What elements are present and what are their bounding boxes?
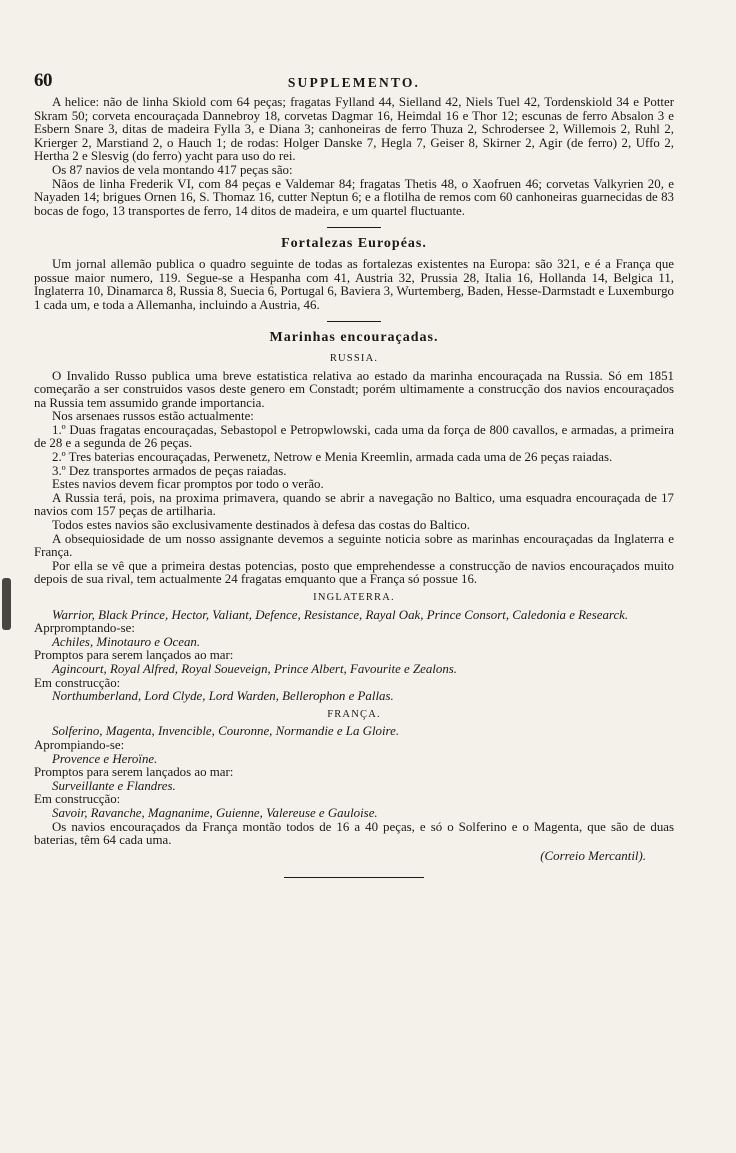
russia-list-item-1: 1.º Duas fragatas encouraçadas, Sebastopol e Petropwlowski, cada uma da força de 800 cavallos, e armadas, a primeira de 28 e a segunda de 26 peças. (34, 422, 674, 451)
franca-fitting-label: Aprompiando-se: (34, 737, 125, 752)
page-number: 60 (34, 70, 52, 91)
page-edge-blot (2, 578, 11, 630)
running-title: SUPPLEMENTO. (287, 75, 421, 90)
russia-list-item-3: 3.º Dez transportes armados de peças raiadas. (52, 463, 287, 478)
inglaterra-ships-afloat: Warrior, Black Prince, Hector, Valiant, Defence, Resistance, Rayal Oak, Prince Consort, Caledonia e Researck. (52, 607, 629, 622)
franca-ships-afloat: Solferino, Magenta, Invencible, Couronne, Normandie e La Gloire. (52, 724, 400, 739)
country-heading-russia: RUSSIA. (329, 352, 379, 364)
marinhas-title: Marinhas encouraçadas. (34, 321, 674, 345)
source-signature: (Correio Mercantil). (540, 848, 646, 863)
russia-ready-line: Estes navios devem ficar promptos por todo o verão. (52, 477, 324, 492)
franca-building-ships: Savoir, Ravanche, Magnanime, Guienne, Valereuse e Gauloise. (52, 805, 378, 820)
inglaterra-launch-ships: Agincourt, Royal Alfred, Royal Soueveign, Prince Albert, Favourite e Zealons. (52, 661, 458, 676)
denmark-steam-fleet-paragraph: A helice: não de linha Skiold com 64 peças; fragatas Fylland 44, Sielland 42, Niels Tuel 42, Tordenskiold 34 e Potter Skram 50; corveta encouraçada Dannebroy 18, corvetas Dagmar 16, Heimdal 16 e Thor 12; escunas de ferro Absalon 3 e Esbern Snare 3, ditas de madeira Fylla 3, e Diana 3; canhoneiras de ferro Thuza 2, Schrodersee 2, Willemois 2, Ruhl 2, Krierger 2, Marstiand 2, o Hauch 1; de rodas: Holger Danske 7, Hegla 7, Geiser 8, Skirner 2, Agir (de ferro) 2, Uffo 2, Hertha 2 e Slesvig (do ferro) yacht para uso do rei. (34, 95, 674, 164)
fortalezas-title: Fortalezas Européas. (34, 227, 674, 251)
denmark-sail-fleet-intro: Os 87 navios de vela montando 417 peças são: (52, 162, 293, 177)
russia-defense-line: Todos estes navios são exclusivamente destinados à defesa das costas do Baltico. (52, 518, 470, 533)
russia-arsenals-line: Nos arsenaes russos estão actualmente: (52, 409, 254, 424)
franca-launch-label: Promptos para serem lançados ao mar: (34, 765, 234, 780)
country-heading-franca: FRANÇA. (327, 708, 381, 720)
denmark-sail-fleet-paragraph: Nãos de linha Frederik VI, com 84 peças e Valdemar 84; fragatas Thetis 48, o Xaofruen 46; corvetas Valkyrien 20, e Nayaden 14; brigues Ornen 16, S. Thomaz 16, cutter Neptun 6; e a flotilha de remos com 60 canhoneiras guarnecidas de 83 bocas de fogo, 13 transportes de ferro, 14 ditos de madeira, e um quartel fluctuante. (34, 176, 674, 218)
inglaterra-fitting-ships: Achiles, Minotauro e Ocean. (52, 634, 201, 649)
franca-building-label: Em construcção: (34, 792, 121, 807)
russia-list-item-2: 2.º Tres baterias encouraçadas, Perwenetz, Netrow e Menia Kreemlin, armada cada uma de 26 peças raiadas. (52, 450, 613, 465)
inglaterra-fitting-label: Aprpromptando-se: (34, 621, 135, 636)
end-rule (284, 877, 424, 878)
franca-summary-paragraph: Os navios encouraçados da França montão todos de 16 a 40 peças, e só o Solferino e o Magenta, que são de duas baterias, têm 64 cada uma. (34, 819, 674, 848)
russia-intro-paragraph: O Invalido Russo publica uma breve estatistica relativa ao estado da marinha encouraçada na Russia. Só em 1851 começarão a ser construidos vasos deste genero em Constadt; porém ultimamente a construcção dos navios encouraçados na Russia tem assumido grande importancia. (34, 368, 674, 410)
franca-launch-ships: Surveillante e Flandres. (52, 778, 176, 793)
inglaterra-launch-label: Promptos para serem lançados ao mar: (34, 648, 234, 663)
country-heading-inglaterra: INGLATERRA. (313, 592, 395, 603)
inglaterra-building-ships: Northumberland, Lord Clyde, Lord Warden, Bellerophon e Pallas. (52, 689, 394, 704)
inglaterra-building-label: Em construcção: (34, 675, 121, 690)
document-page (34, 72, 674, 878)
russia-baltic-paragraph: A Russia terá, pois, na proxima primavera, quando se abrir a navegação no Baltico, uma esquadra encouraçada de 17 navios com 157 peças de artilharia. (34, 490, 674, 519)
running-head (34, 72, 674, 96)
franca-fitting-ships: Provence e Heroïne. (52, 751, 158, 766)
subscriber-note-paragraph: A obsequiosidade de um nosso assignante devemos a seguinte noticia sobre as marinhas encouraçadas da Inglaterra e França. (34, 531, 674, 560)
fortalezas-paragraph: Um jornal allemão publica o quadro seguinte de todas as fortalezas existentes na Europa: são 321, e é a França que possue maior numero, 119. Segue-se a Hespanha com 41, Austria 32, Prussia 28, Italia 16, Hollanda 14, Belgica 11, Inglaterra 10, Dinamarca 8, Russia 8, Suecia 6, Portugal 6, Baviera 3, Wurtemberg, Baden, Hesse-Darmstadt e Luxemburgo 1 cada um, e toda a Allemanha, incluindo a Austria, 46. (34, 256, 674, 312)
comparison-paragraph: Por ella se vê que a primeira destas potencias, posto que emprehendesse a construcção de navios encouraçados muito depois de sua rival, tem actualmente 24 fragatas emquanto que a França só possue 16. (34, 558, 674, 587)
